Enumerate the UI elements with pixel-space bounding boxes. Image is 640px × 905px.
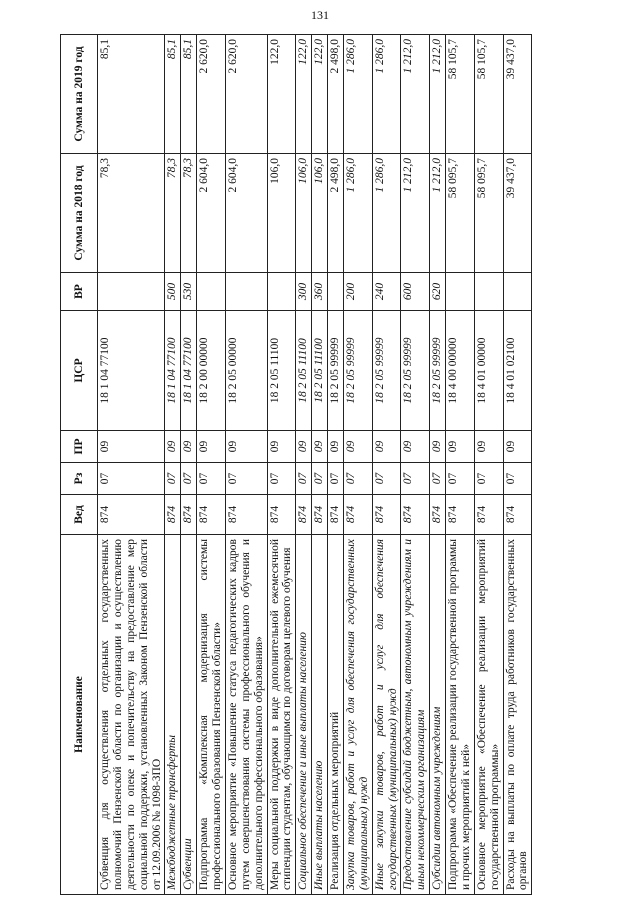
- cell-vr: [328, 273, 344, 311]
- cell-vr: 360: [312, 273, 328, 311]
- cell-ved: 874: [446, 495, 475, 535]
- cell-name: Субвенция для осуществления отдельных государственных полномочий Пензенской области по организации и осуществлению деятельности по опеке и попечительству на предоставление мер социальной поддержки, установленных Законом Пензенской области от 12.09.2006 № 1098-ЗПО: [98, 535, 165, 895]
- table-row: [328, 35, 344, 895]
- budget-table: [60, 34, 532, 895]
- cell-csr: 18 1 04 77100: [98, 311, 165, 431]
- table-body: [98, 35, 532, 895]
- cell-sum-2019: 39 437,0: [503, 35, 532, 154]
- column-header-pr: ПР: [61, 431, 98, 463]
- cell-ved: 874: [503, 495, 532, 535]
- cell-pr: 09: [165, 431, 181, 463]
- table-row: [225, 35, 267, 895]
- cell-name: Иные выплаты населению: [312, 535, 328, 895]
- cell-ved: 874: [430, 495, 446, 535]
- cell-sum-2019: 2 498,0: [328, 35, 344, 154]
- cell-csr: 18 4 01 00000: [474, 311, 503, 431]
- cell-pr: 09: [401, 431, 430, 463]
- cell-rz: 07: [98, 463, 165, 495]
- cell-sum-2019: 58 105,7: [446, 35, 475, 154]
- cell-rz: 07: [328, 463, 344, 495]
- cell-pr: 09: [474, 431, 503, 463]
- cell-ved: 874: [372, 495, 401, 535]
- cell-pr: 09: [197, 431, 226, 463]
- cell-vr: 300: [296, 273, 312, 311]
- cell-name: Социальное обеспечение и иные выплаты населению: [296, 535, 312, 895]
- cell-sum-2018: 58 095,7: [446, 154, 475, 273]
- cell-vr: [503, 273, 532, 311]
- cell-sum-2018: 106,0: [312, 154, 328, 273]
- column-header-csr: ЦСР: [61, 311, 98, 431]
- cell-vr: [197, 273, 226, 311]
- cell-ved: 874: [165, 495, 181, 535]
- cell-sum-2019: 1 286,0: [343, 35, 372, 154]
- cell-sum-2018: 2 498,0: [328, 154, 344, 273]
- cell-pr: 09: [225, 431, 267, 463]
- cell-sum-2019: 58 105,7: [474, 35, 503, 154]
- cell-sum-2019: 85,1: [165, 35, 181, 154]
- cell-sum-2018: 1 286,0: [372, 154, 401, 273]
- cell-ved: 874: [267, 495, 296, 535]
- cell-rz: 07: [165, 463, 181, 495]
- cell-rz: 07: [343, 463, 372, 495]
- cell-csr: 18 1 04 77100: [181, 311, 197, 431]
- cell-ved: 874: [312, 495, 328, 535]
- cell-vr: [98, 273, 165, 311]
- cell-name: Основное мероприятие «Обеспечение реализации мероприятий государственной программы»: [474, 535, 503, 895]
- cell-csr: 18 4 00 00000: [446, 311, 475, 431]
- cell-pr: 09: [296, 431, 312, 463]
- column-header-sum-2019: Сумма на 2019 год: [61, 35, 98, 154]
- cell-csr: 18 2 00 00000: [197, 311, 226, 431]
- cell-ved: 874: [401, 495, 430, 535]
- cell-sum-2018: 78,3: [98, 154, 165, 273]
- cell-sum-2018: 106,0: [296, 154, 312, 273]
- cell-csr: 18 1 04 77100: [165, 311, 181, 431]
- cell-sum-2018: 106,0: [267, 154, 296, 273]
- column-header-rz: Рз: [61, 463, 98, 495]
- cell-sum-2019: 85,1: [181, 35, 197, 154]
- column-header-name: Наименование: [61, 535, 98, 895]
- cell-csr: 18 2 05 99999: [430, 311, 446, 431]
- table-row: [98, 35, 165, 895]
- cell-pr: 09: [446, 431, 475, 463]
- cell-vr: [446, 273, 475, 311]
- cell-pr: 09: [312, 431, 328, 463]
- cell-name: Расходы на выплаты по оплате труда работников государственных органов: [503, 535, 532, 895]
- table-row: [165, 35, 181, 895]
- cell-sum-2019: 2 620,0: [197, 35, 226, 154]
- cell-name: Межбюджетные трансферты: [165, 535, 181, 895]
- cell-csr: 18 2 05 00000: [225, 311, 267, 431]
- cell-pr: 09: [181, 431, 197, 463]
- cell-sum-2019: 122,0: [267, 35, 296, 154]
- cell-vr: 620: [430, 273, 446, 311]
- cell-vr: 530: [181, 273, 197, 311]
- cell-name: Субсидии автономным учреждениям: [430, 535, 446, 895]
- column-header-ved: Вед: [61, 495, 98, 535]
- cell-sum-2018: 1 212,0: [401, 154, 430, 273]
- table-row: [474, 35, 503, 895]
- cell-ved: 874: [328, 495, 344, 535]
- cell-ved: 874: [225, 495, 267, 535]
- cell-ved: 874: [98, 495, 165, 535]
- cell-name: Меры социальной поддержки в виде дополнительной ежемесячной стипендии студентам, обучающимся по договорам целевого обучения: [267, 535, 296, 895]
- cell-rz: 07: [197, 463, 226, 495]
- cell-csr: 18 2 05 99999: [343, 311, 372, 431]
- cell-sum-2019: 1 212,0: [430, 35, 446, 154]
- cell-sum-2019: 85,1: [98, 35, 165, 154]
- cell-csr: 18 2 05 11100: [296, 311, 312, 431]
- cell-sum-2018: 58 095,7: [474, 154, 503, 273]
- cell-pr: 09: [430, 431, 446, 463]
- cell-ved: 874: [343, 495, 372, 535]
- cell-sum-2018: 1 286,0: [343, 154, 372, 273]
- cell-sum-2018: 2 604,0: [197, 154, 226, 273]
- cell-rz: 07: [503, 463, 532, 495]
- cell-pr: 09: [98, 431, 165, 463]
- cell-sum-2018: 78,3: [165, 154, 181, 273]
- cell-rz: 07: [296, 463, 312, 495]
- cell-pr: 09: [372, 431, 401, 463]
- cell-csr: 18 4 01 02100: [503, 311, 532, 431]
- table-header-row: [61, 35, 98, 895]
- cell-sum-2019: 122,0: [312, 35, 328, 154]
- cell-rz: 07: [225, 463, 267, 495]
- cell-pr: 09: [503, 431, 532, 463]
- cell-vr: [474, 273, 503, 311]
- table-row: [446, 35, 475, 895]
- cell-name: Основное мероприятие «Повышение статуса педагогических кадров путем совершенствования системы профессионального обучения и дополнительного профессионального образования»: [225, 535, 267, 895]
- column-header-sum-2018: Сумма на 2018 год: [61, 154, 98, 273]
- cell-pr: 09: [343, 431, 372, 463]
- cell-rz: 07: [474, 463, 503, 495]
- cell-name: Подпрограмма «Комплексная модернизация системы профессионального образования Пензенской области»: [197, 535, 226, 895]
- cell-csr: 18 2 05 99999: [401, 311, 430, 431]
- cell-name: Подпрограмма «Обеспечение реализации государственной программы и прочих мероприятий к ней»: [446, 535, 475, 895]
- cell-sum-2018: 78,3: [181, 154, 197, 273]
- cell-rz: 07: [267, 463, 296, 495]
- cell-sum-2018: 2 604,0: [225, 154, 267, 273]
- cell-rz: 07: [312, 463, 328, 495]
- table-row: [430, 35, 446, 895]
- rotated-table-wrapper: [60, 35, 610, 895]
- cell-ved: 874: [181, 495, 197, 535]
- column-header-vr: ВР: [61, 273, 98, 311]
- table-row: [267, 35, 296, 895]
- page-number: 131: [311, 8, 329, 22]
- cell-sum-2019: 122,0: [296, 35, 312, 154]
- cell-rz: 07: [430, 463, 446, 495]
- cell-rz: 07: [181, 463, 197, 495]
- cell-vr: [225, 273, 267, 311]
- cell-pr: 09: [267, 431, 296, 463]
- cell-sum-2019: 2 620,0: [225, 35, 267, 154]
- cell-rz: 07: [401, 463, 430, 495]
- table-row: [181, 35, 197, 895]
- table-row: [503, 35, 532, 895]
- table-row: [372, 35, 401, 895]
- cell-vr: [267, 273, 296, 311]
- cell-name: Реализация отдельных мероприятий: [328, 535, 344, 895]
- cell-pr: 09: [328, 431, 344, 463]
- cell-name: Предоставление субсидий бюджетным, автономным учреждениям и иным некоммерческим организациям: [401, 535, 430, 895]
- cell-vr: 500: [165, 273, 181, 311]
- table-row: [197, 35, 226, 895]
- cell-ved: 874: [474, 495, 503, 535]
- cell-csr: 18 2 05 99999: [328, 311, 344, 431]
- cell-name: Субвенции: [181, 535, 197, 895]
- table-row: [401, 35, 430, 895]
- cell-vr: 200: [343, 273, 372, 311]
- table-row: [296, 35, 312, 895]
- cell-csr: 18 2 05 11100: [267, 311, 296, 431]
- cell-name: Закупка товаров, работ и услуг для обеспечения государственных (муниципальных) нужд: [343, 535, 372, 895]
- cell-ved: 874: [296, 495, 312, 535]
- cell-name: Иные закупки товаров, работ и услуг для обеспечения государственных (муниципальных) нужд: [372, 535, 401, 895]
- table-row: [343, 35, 372, 895]
- cell-vr: 240: [372, 273, 401, 311]
- cell-rz: 07: [446, 463, 475, 495]
- cell-sum-2019: 1 286,0: [372, 35, 401, 154]
- cell-vr: 600: [401, 273, 430, 311]
- cell-sum-2018: 39 437,0: [503, 154, 532, 273]
- cell-ved: 874: [197, 495, 226, 535]
- cell-csr: 18 2 05 99999: [372, 311, 401, 431]
- cell-csr: 18 2 05 11100: [312, 311, 328, 431]
- cell-sum-2019: 1 212,0: [401, 35, 430, 154]
- cell-rz: 07: [372, 463, 401, 495]
- cell-sum-2018: 1 212,0: [430, 154, 446, 273]
- table-row: [312, 35, 328, 895]
